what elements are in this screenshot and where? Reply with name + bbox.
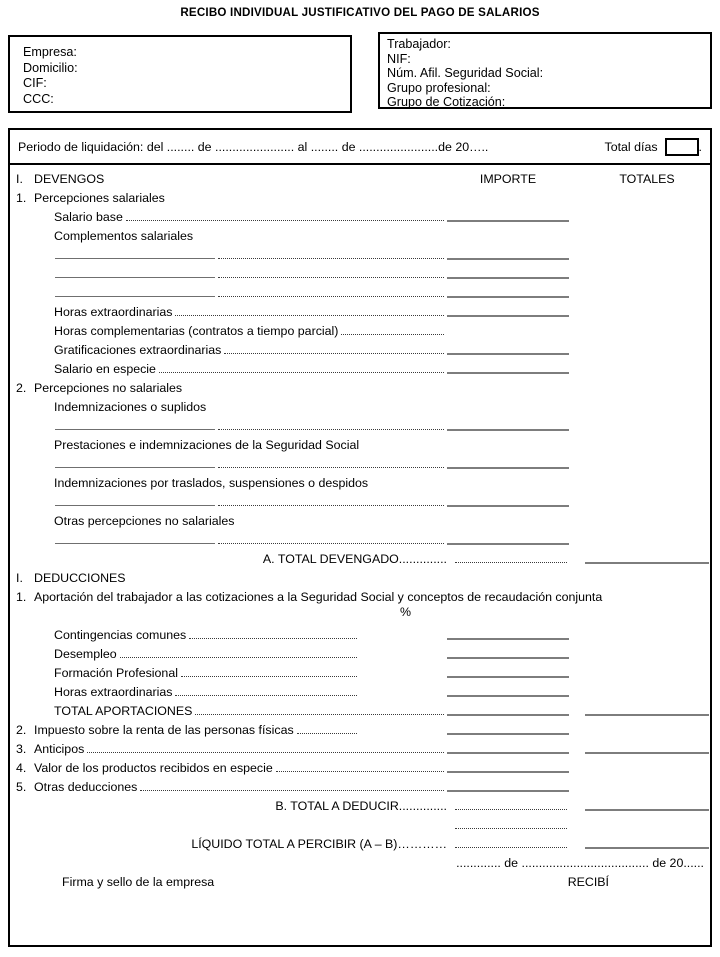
dotted-leader: [276, 771, 444, 772]
dotted-leader: [341, 334, 444, 335]
porcentaje-symbol: %: [400, 605, 412, 619]
item-number: 5.: [16, 780, 27, 794]
row-percepciones-salariales: [16, 187, 704, 206]
importe-fill-line[interactable]: [447, 467, 569, 469]
dotted-leader: [218, 505, 444, 506]
firma-empresa-label: Firma y sello de la empresa: [62, 875, 215, 889]
empresa-box: [8, 35, 352, 113]
horas-complementarias-label: Horas complementarias (contratos a tiempo parcial): [34, 324, 447, 339]
concept-fill-line[interactable]: [55, 429, 215, 430]
row-contingencias-comunes: [16, 624, 704, 643]
grupo-cotizacion-label: Grupo de Cotización:: [387, 95, 506, 110]
concept-fill-line[interactable]: [55, 296, 215, 297]
row-anticipos: [16, 738, 704, 757]
importe-dotted-field[interactable]: [455, 809, 567, 810]
row-indemnizaciones-traslados: [16, 472, 704, 491]
row-indemnizaciones-suplidos: [16, 396, 704, 415]
dotted-leader: [297, 733, 357, 734]
prestaciones-ss-label: Prestaciones e indemnizaciones de la Seguridad Social: [54, 438, 360, 452]
devengos-title: DEVENGOS: [34, 172, 105, 186]
item-number: 1.: [16, 191, 27, 205]
row-salario-base: [16, 206, 704, 225]
concept-fill-line[interactable]: [55, 543, 215, 544]
gratificaciones-label: Gratificaciones extraordinarias: [34, 343, 447, 358]
totales-fill-line[interactable]: [585, 847, 709, 849]
desempleo-label: Desempleo: [34, 647, 447, 662]
importe-fill-line[interactable]: [447, 752, 569, 754]
row-otras-percepciones: [16, 510, 704, 529]
nif-label: NIF:: [387, 51, 411, 66]
dotted-leader: [218, 467, 444, 468]
domicilio-label: Domicilio:: [23, 60, 78, 75]
dotted-leader: [175, 695, 357, 696]
devengos-roman: I.: [16, 172, 23, 186]
row-deducciones-header: [16, 567, 704, 586]
row-complementos-salariales: [16, 225, 704, 244]
dotted-leader: [175, 315, 444, 316]
empresa-label: Empresa:: [23, 45, 77, 59]
total-devengado-label: A. TOTAL DEVENGADO..............: [262, 552, 447, 566]
item-number: 3.: [16, 742, 27, 756]
importe-fill-line[interactable]: [447, 790, 569, 792]
importe-fill-line[interactable]: [447, 505, 569, 507]
totales-fill-line[interactable]: [585, 752, 709, 754]
dotted-leader: [218, 277, 444, 278]
row-total-a-deducir: [16, 795, 704, 814]
cif-label: CIF:: [23, 76, 47, 90]
total-dias-label: Total días: [604, 139, 658, 154]
horas-extra-deduccion-label: Horas extraordinarias: [34, 685, 447, 700]
row-otras-blank: [16, 529, 704, 548]
row-complemento-blank-2: [16, 263, 704, 282]
row-complemento-blank-1: [16, 244, 704, 263]
row-firmas: [16, 871, 704, 890]
col-header-totales: TOTALES: [619, 172, 675, 186]
liquido-total-label: LÍQUIDO TOTAL A PERCIBIR (A – B)…………: [191, 837, 447, 851]
importe-fill-line[interactable]: [447, 695, 569, 697]
importe-fill-line[interactable]: [447, 638, 569, 640]
importe-dotted-field[interactable]: [455, 847, 567, 848]
importe-fill-line[interactable]: [447, 429, 569, 431]
row-complemento-blank-3: [16, 282, 704, 301]
dotted-leader: [218, 429, 444, 430]
row-aportacion-trabajador: [16, 586, 704, 605]
grupo-profesional-label: Grupo profesional:: [387, 80, 491, 95]
importe-fill-line[interactable]: [447, 353, 569, 355]
row-irpf: [16, 719, 704, 738]
valor-productos-label: Valor de los productos recibidos en especie: [34, 761, 447, 776]
importe-fill-line[interactable]: [447, 543, 569, 545]
indemnizaciones-suplidos-label: Indemnizaciones o suplidos: [54, 400, 207, 414]
concept-fill-line[interactable]: [55, 467, 215, 468]
row-horas-extraordinarias: [16, 301, 704, 320]
col-header-importe: IMPORTE: [479, 172, 537, 186]
periodo-row: [10, 130, 710, 165]
deducciones-roman: I.: [16, 571, 23, 585]
dotted-leader: [140, 790, 444, 791]
dotted-leader: [181, 676, 357, 677]
row-porcentaje: [16, 605, 704, 624]
importe-fill-line[interactable]: [447, 676, 569, 678]
row-fecha: [16, 852, 704, 871]
row-dotted-spare: [16, 814, 704, 833]
importe-fill-line[interactable]: [447, 714, 569, 716]
otras-percepciones-label: Otras percepciones no salariales: [54, 514, 235, 528]
row-otras-deducciones: [16, 776, 704, 795]
irpf-label: Impuesto sobre la renta de las personas físicas: [34, 723, 447, 738]
importe-fill-line[interactable]: [447, 372, 569, 374]
dotted-leader: [120, 657, 357, 658]
salario-base-label: Salario base: [34, 210, 447, 225]
importe-dotted-field[interactable]: [455, 562, 567, 563]
indemnizaciones-traslados-label: Indemnizaciones por traslados, suspensiones o despidos: [54, 476, 369, 490]
otras-deducciones-label: Otras deducciones: [34, 780, 447, 795]
importe-cell: [447, 220, 569, 225]
total-dias-dot: .: [698, 139, 702, 154]
importe-fill-line[interactable]: [447, 258, 569, 260]
item-number: 4.: [16, 761, 27, 775]
row-gratificaciones: [16, 339, 704, 358]
row-valor-productos: [16, 757, 704, 776]
deducciones-title: DEDUCCIONES: [34, 571, 126, 585]
dotted-leader: [189, 638, 357, 639]
row-traslados-blank: [16, 491, 704, 510]
total-dias-field[interactable]: [665, 138, 699, 156]
total-a-deducir-label: B. TOTAL A DEDUCIR..............: [275, 799, 447, 813]
importe-fill-line[interactable]: [447, 296, 569, 298]
importe-fill-line[interactable]: [447, 771, 569, 773]
concept-fill-line[interactable]: [55, 258, 215, 259]
row-desempleo: [16, 643, 704, 662]
row-prestaciones-blank: [16, 453, 704, 472]
periodo-text: Periodo de liquidación: del ........ de ....................... al ........ de .......................de 20…..: [18, 139, 489, 154]
horas-extraordinarias-label: Horas extraordinarias: [34, 305, 447, 320]
row-horas-complementarias: [16, 320, 704, 339]
row-total-devengado: [16, 548, 704, 567]
percepciones-salariales-label: Percepciones salariales: [34, 191, 165, 205]
dotted-leader: [224, 353, 444, 354]
complementos-label: Complementos salariales: [54, 229, 194, 243]
totales-fill-line[interactable]: [585, 714, 709, 716]
form-body: [10, 165, 710, 890]
salario-especie-label: Salario en especie: [34, 362, 447, 377]
row-suplidos-blank: [16, 415, 704, 434]
anticipos-label: Anticipos: [34, 742, 447, 757]
row-total-aportaciones: [16, 700, 704, 719]
totales-fill-line[interactable]: [585, 809, 709, 811]
trabajador-box: [378, 32, 712, 109]
importe-fill-line[interactable]: [447, 733, 569, 735]
dotted-leader: [218, 543, 444, 544]
total-dias-group: [605, 138, 703, 156]
row-devengos-header: [16, 168, 704, 187]
ccc-label: CCC:: [23, 91, 54, 106]
importe-fill-line[interactable]: [447, 277, 569, 279]
dotted-leader: [87, 752, 444, 753]
num-afil-label: Núm. Afil. Seguridad Social:: [387, 66, 544, 81]
fecha-line: ............. de ..................................... de 20......: [456, 856, 704, 870]
importe-fill-line[interactable]: [447, 657, 569, 659]
dotted-leader: [126, 220, 444, 221]
row-percepciones-no-salariales: [16, 377, 704, 396]
trabajador-label: Trabajador:: [387, 37, 451, 51]
contingencias-label: Contingencias comunes: [34, 628, 447, 643]
importe-fill-line[interactable]: [447, 315, 569, 317]
total-aportaciones-label: TOTAL APORTACIONES: [34, 704, 447, 719]
dotted-leader: [159, 372, 444, 373]
item-number: 2.: [16, 381, 27, 395]
liquidacion-box: [8, 128, 712, 947]
concept-fill-line[interactable]: [55, 505, 215, 506]
concept-fill-line[interactable]: [55, 277, 215, 278]
page-title: RECIBO INDIVIDUAL JUSTIFICATIVO DEL PAGO DE SALARIOS: [180, 6, 540, 19]
percepciones-no-salariales-label: Percepciones no salariales: [34, 381, 183, 395]
row-salario-especie: [16, 358, 704, 377]
row-formacion-profesional: [16, 662, 704, 681]
importe-fill-line[interactable]: [447, 220, 569, 222]
dotted-leader: [218, 258, 444, 259]
dotted-leader: [218, 296, 444, 297]
importe-dotted-field[interactable]: [455, 828, 567, 829]
dotted-leader: [195, 714, 444, 715]
totales-fill-line[interactable]: [585, 562, 709, 564]
formacion-label: Formación Profesional: [34, 666, 447, 681]
aportacion-trabajador-label: Aportación del trabajador a las cotizaciones a la Seguridad Social y conceptos de recaudación conjunta: [34, 590, 603, 604]
row-prestaciones-ss: [16, 434, 704, 453]
row-liquido-total: [16, 833, 704, 852]
item-number: 1.: [16, 590, 27, 604]
item-number: 2.: [16, 723, 27, 737]
row-horas-extra-deduccion: [16, 681, 704, 700]
recibi-label: RECIBÍ: [567, 875, 609, 889]
